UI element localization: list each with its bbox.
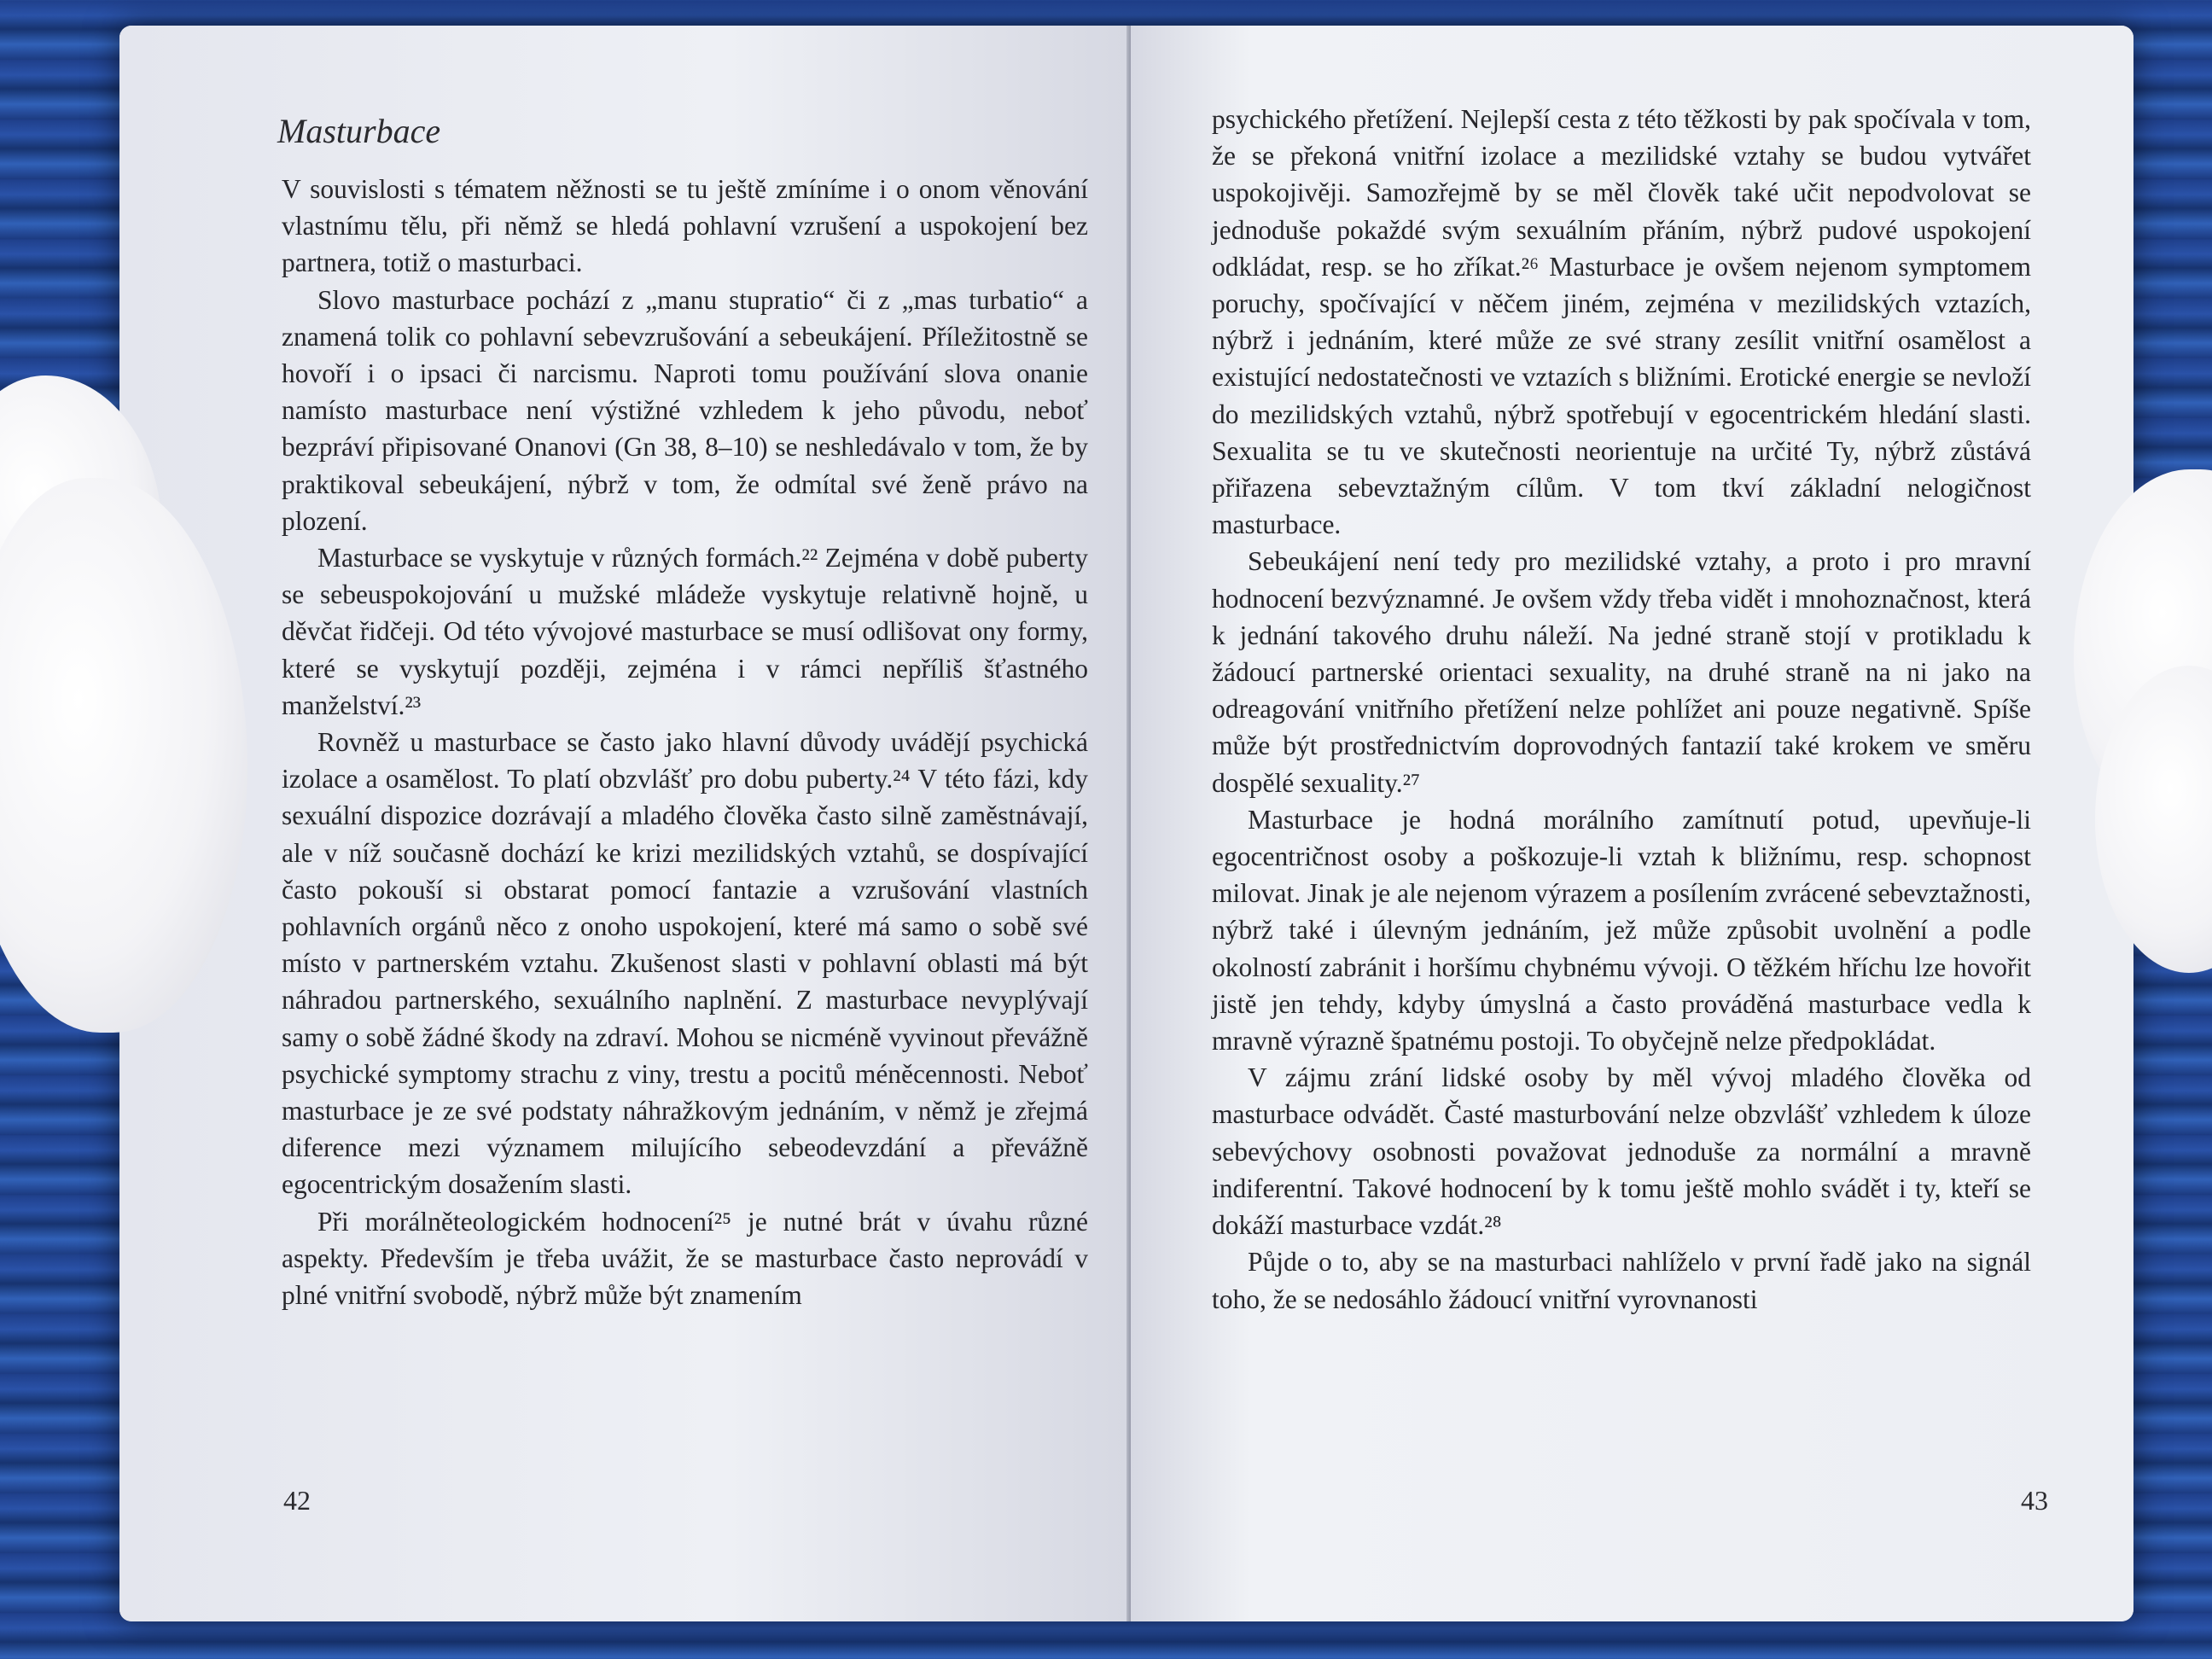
left-page — [119, 26, 1131, 1621]
paragraph: Rovněž u masturbace se často jako hlavní důvody uvádějí psychická izolace a osamělost. To platí obzvlášť pro dobu puberty.²⁴ V této fázi, kdy sexuální dispozice dozrávají a mladého člověka často silně zaměstnávají, ale v níž současně dochází ke krizi mezilidských vztahů, se dospívající často pokouší si obstarat pomocí fantazie a vzrušování vlastních pohlavních orgánů něco z onoho uspokojení, které má samo o sobě své místo v partnerském vztahu. Zkušenost slasti v pohlavní oblasti má být náhradou partnerského, sexuálního naplnění. Z masturbace nevyplývají samy o sobě žádné škody na zdraví. Mohou se nicméně vyvinout převážně psychické symptomy strachu z viny, trestu a pocitů méněcennosti. Neboť masturbace je ze své podstaty náhražkovým jednáním, v němž je zřejmá diference mezi významem milujícího sebeodevzdání a převážně egocentrickým dosažením slasti. — [282, 727, 1088, 1200]
left-page-text — [282, 171, 1088, 1313]
paragraph: Při morálněteologickém hodnocení²⁵ je nutné brát v úvahu různé aspekty. Především je třeba uvážit, že se masturbace často neprovádí v plné vnitřní svobodě, nýbrž může být znamením — [282, 1206, 1088, 1311]
page-number-right: 43 — [2021, 1485, 2048, 1516]
open-book — [119, 26, 2133, 1621]
paragraph: V souvislosti s tématem něžnosti se tu ještě zmíníme i o onom věnování vlastnímu tělu, při němž se hledá pohlavní vzrušení a uspokojení bez partnera, totiž o masturbaci. — [282, 174, 1088, 278]
paragraph: Půjde o to, aby se na masturbaci nahlíželo v první řadě jako na signál toho, že se nedosáhlo žádoucí vnitřní vyrovnanosti — [1212, 1247, 2031, 1314]
running-head: Masturbace — [277, 112, 441, 150]
paragraph: Masturbace je hodná morálního zamítnutí potud, upevňuje-li egocentričnost osoby a poškozuje-li vztah k bližnímu, resp. schopnost milovat. Jinak je ale nejenom výrazem a posílením zvrácené sebevztažnosti, nýbrž také i úlevným jednáním, jež může způsobit uvolnění a podle okolností zabránit i horšímu chybnému vývoji. O těžkém hříchu lze hovořit jistě jen tehdy, kdyby úmyslná a často prováděná masturbace vedla k mravně výrazně špatnému postoji. To obyčejně nelze předpokládat. — [1212, 804, 2031, 1057]
paragraph: Slovo masturbace pochází z „manu stupratio“ či z „mas turbatio“ a znamená tolik co pohlavní sebevzrušování a sebeukájení. Příležitostně se hovoří i o ipsaci či narcismu. Naproti tomu používání slova onanie namísto masturbace není výstižné vzhledem k jeho původu, neboť bezpráví připisované Onanovi (Gn 38, 8–10) se neshledávalo v tom, že by praktikoval sebeukájení, nýbrž v tom, že odmítal své ženě právo na plození. — [282, 284, 1088, 536]
right-page-text — [1212, 101, 2031, 1318]
paragraph: psychického přetížení. Nejlepší cesta z této těžkosti by pak spočívala v tom, že se překoná vnitřní izolace a mezilidské vztahy se budou vytvářet uspokojivěji. Samozřejmě by se měl člověk také učit nepodvolovat se jednoduše pokaždé svým sexuálním přáním, nýbrž pudové uspokojení odkládat, resp. se ho zříkat.²⁶ Masturbace je ovšem nejenom symptomem poruchy, spočívající v něčem jiném, zejména v mezilidských vztazích, nýbrž i jednáním, které může ze své strany zesílit vnitřní osamělost a existující nedostatečnosti ve vztazích s bližními. Erotické energie se nevloží do mezilidských vztahů, nýbrž spotřebují v egocentrickém hledání slasti. Sexualita se tu ve skutečnosti neorientuje na určité Ty, nýbrž zůstává přiřazena sebevztažným cílům. V tom tkví základní nelogičnost masturbace. — [1212, 104, 2031, 540]
paragraph: Sebeukájení není tedy pro mezilidské vztahy, a proto i pro mravní hodnocení bezvýznamné. Je ovšem vždy třeba vidět i mnohoznačnost, která k jednání takového druhu náleží. Na jedné straně stojí v protikladu k žádoucí partnerské orientaci sexuality, na druhé straně na ni jako na odreagování vnitřního přetížení nelze pohlížet ani pouze negativně. Spíše může být prostřednictvím doprovodných fantazií také krokem ve směru dospělé sexuality.²⁷ — [1212, 546, 2031, 798]
paragraph: Masturbace se vyskytuje v různých formách.²² Zejména v době puberty se sebeuspokojování u mužské mládeže vyskytuje relativně hojně, u děvčat řidčeji. Od této vývojové masturbace se musí odlišovat ony formy, které se vyskytují později, zejména i v rámci nepříliš šťastného manželství.²³ — [282, 543, 1088, 720]
page-number-left: 42 — [283, 1485, 311, 1516]
paragraph: V zájmu zrání lidské osoby by měl vývoj mladého člověka od masturbace odvádět. Časté masturbování nelze obzvlášť vzhledem k úloze sebevýchovy osobnosti považovat jednoduše za normální a mravně indiferentní. Takové hodnocení by k tomu ještě mohlo svádět i ty, kteří se dokáží masturbace vzdát.²⁸ — [1212, 1062, 2031, 1241]
right-page — [1131, 26, 2133, 1621]
